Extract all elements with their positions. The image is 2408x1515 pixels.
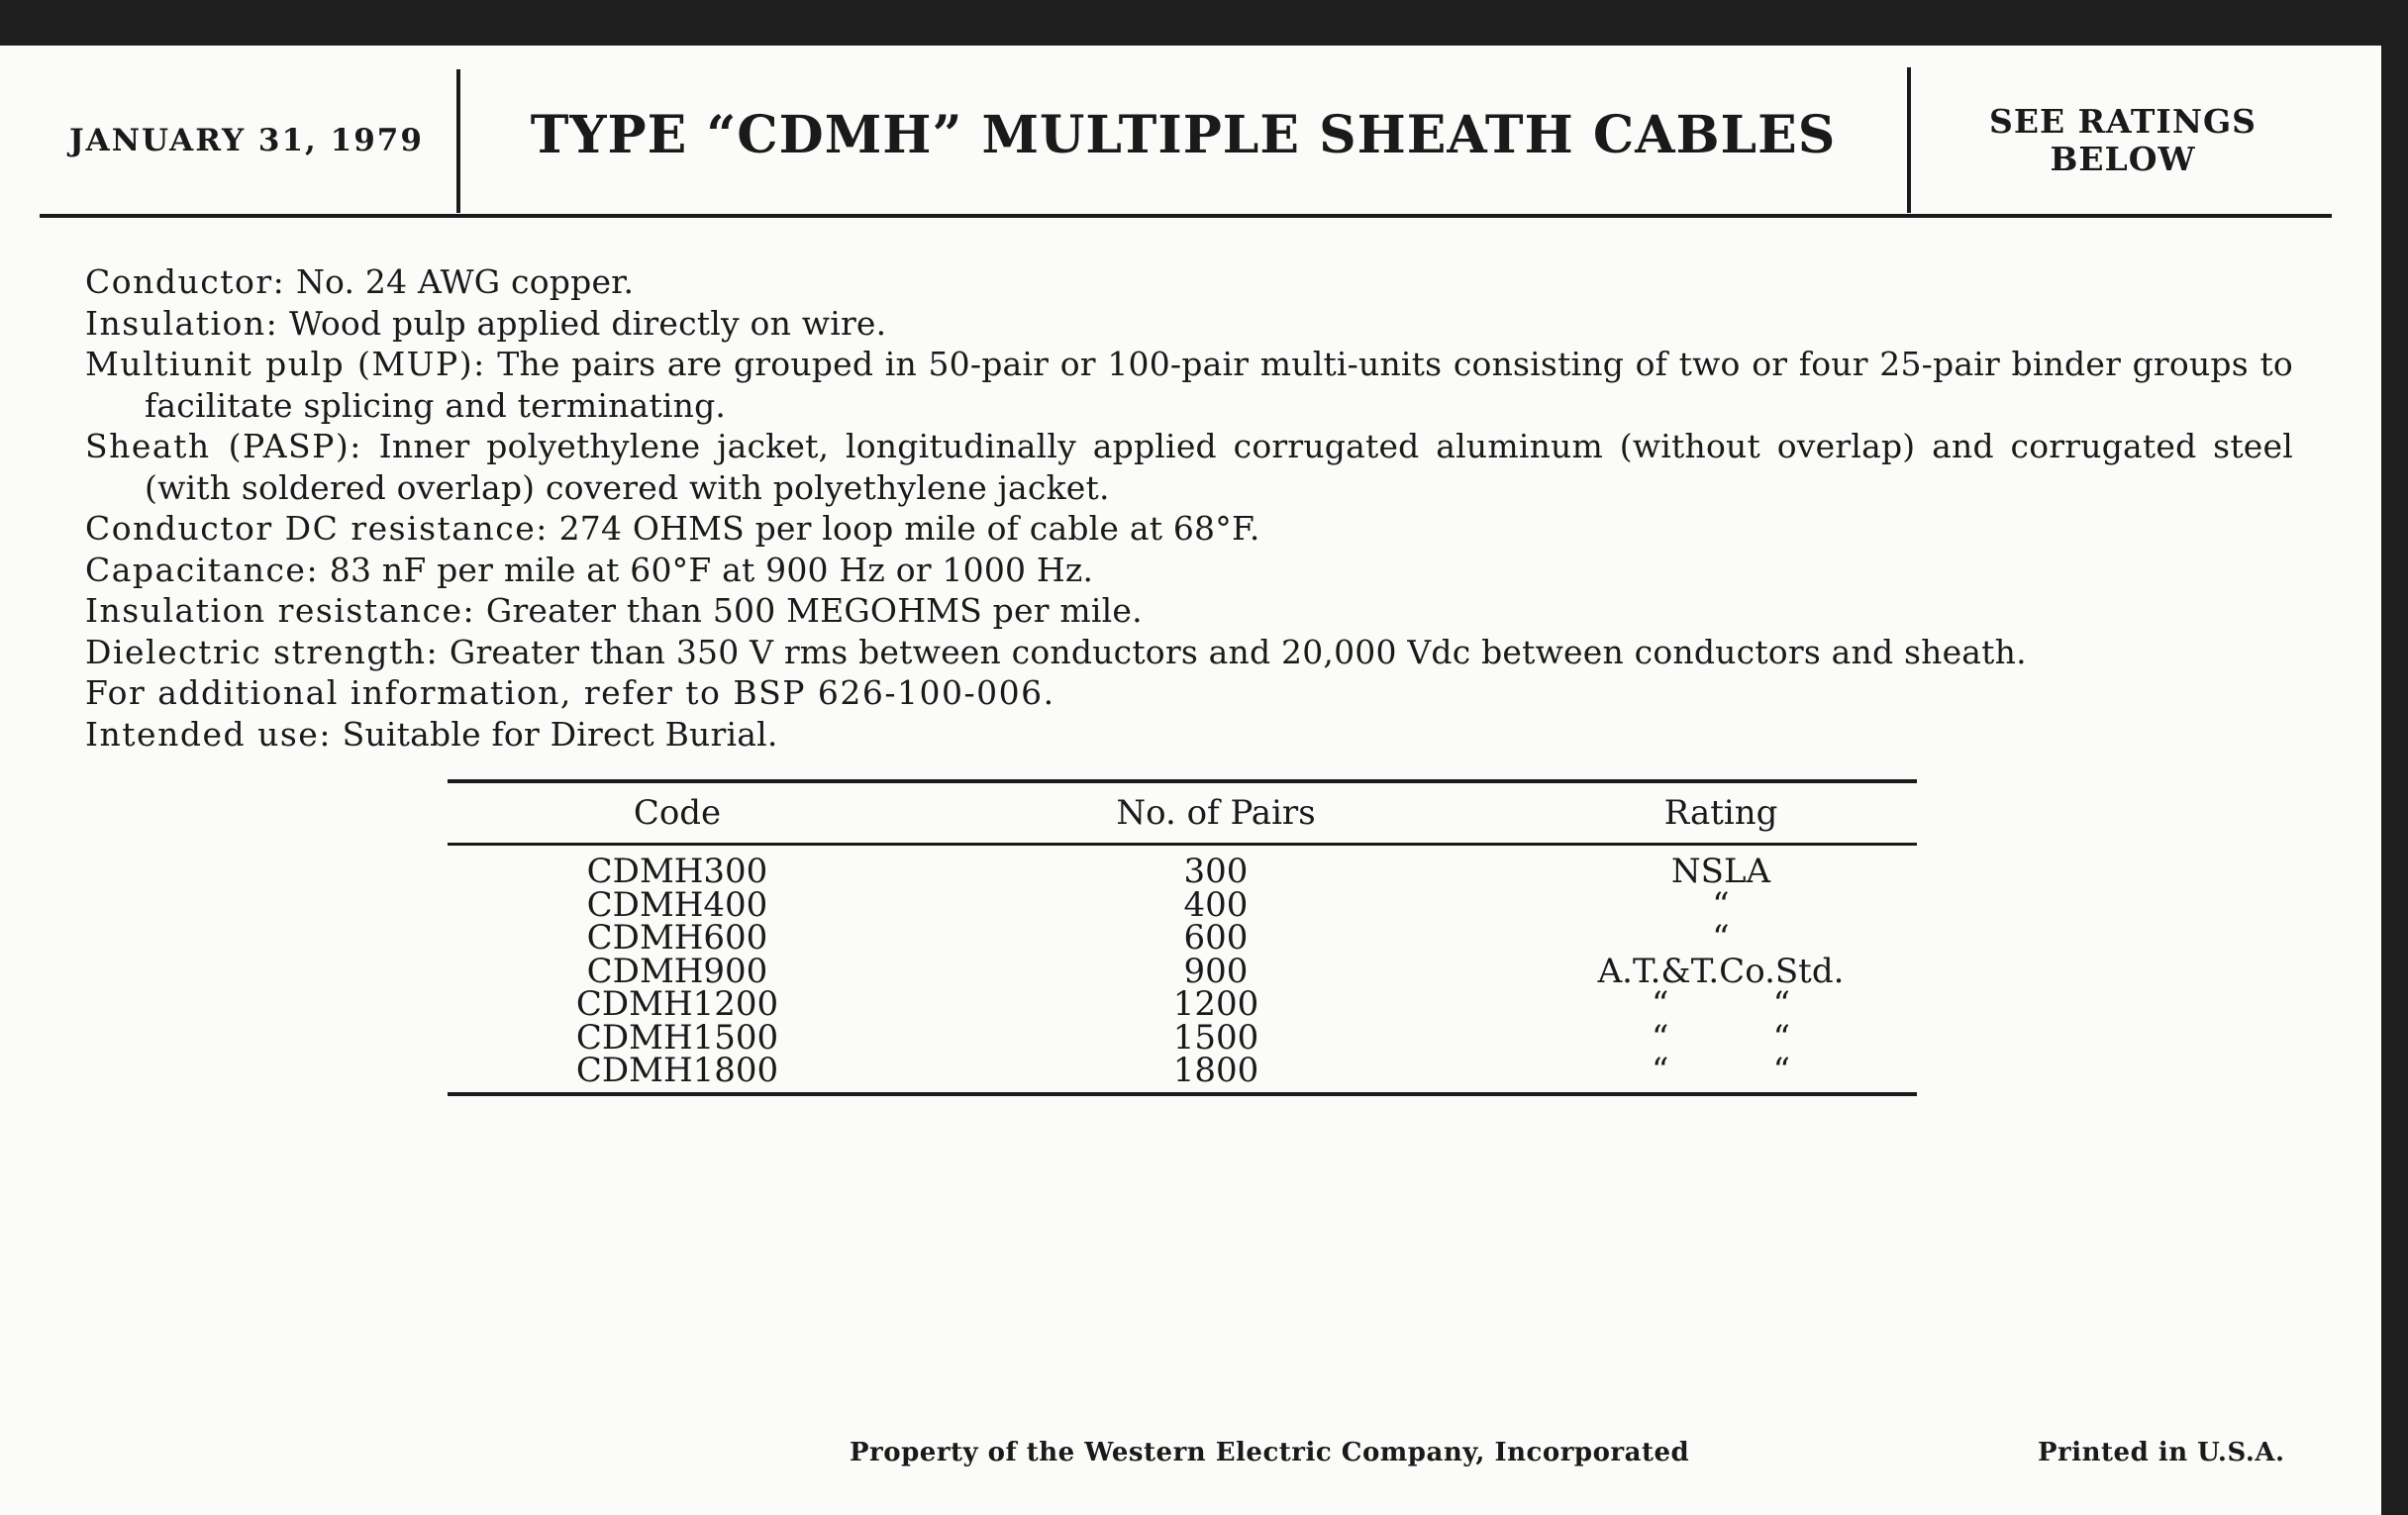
header-date: JANUARY 31, 1979 — [69, 123, 424, 158]
spec-dc-resistance — [85, 508, 2293, 550]
spec-label: Insulation: — [85, 303, 279, 343]
cell-code: CDMH300 — [586, 852, 768, 891]
cell-pairs: 1500 — [1172, 1017, 1259, 1058]
spec-label: Sheath (PASP): — [85, 427, 362, 465]
footer-printed-in: Printed in U.S.A. — [2038, 1438, 2285, 1467]
spec-label: For additional information, refer to BSP 626-100-006. — [85, 673, 1055, 712]
ditto-mark: “ — [1772, 984, 1790, 1024]
spec-value: 83 nF per mile at 60°F at 900 Hz or 1000 Hz. — [329, 550, 1094, 589]
cell-code: CDMH1500 — [575, 1017, 779, 1058]
column-header-code: Code — [633, 793, 722, 833]
spec-card — [0, 46, 2381, 1515]
table-body — [448, 846, 1917, 1092]
cell-rating: NSLA — [1670, 852, 1771, 891]
spec-value: Inner polyethylene jacket, longitudinally applied corrugated aluminum (without overlap) and corrugated steel (with soldered overlap) covered with polyethylene jacket. — [145, 427, 2293, 507]
column-header-pairs: No. of Pairs — [1116, 793, 1316, 833]
spec-intended-use — [85, 714, 2293, 756]
header-divider-left — [456, 69, 460, 213]
ratings-table — [448, 779, 1917, 1096]
column-header-rating: Rating — [1663, 793, 1778, 833]
spec-label: Conductor: — [85, 262, 286, 301]
cell-rating — [1525, 1051, 1917, 1090]
table-row — [448, 884, 1917, 925]
ditto-pair — [1652, 1051, 1790, 1090]
spec-capacitance — [85, 550, 2293, 591]
cell-pairs: 1200 — [1172, 984, 1259, 1024]
footer-property-notice: Property of the Western Electric Company, Incorporated — [850, 1438, 1690, 1467]
cell-code: CDMH400 — [586, 884, 768, 925]
spec-dielectric-strength — [85, 632, 2293, 673]
cell-rating: “ — [1712, 884, 1730, 925]
spec-conductor — [85, 261, 2293, 303]
cell-pairs: 400 — [1183, 884, 1249, 925]
cell-rating — [1525, 1017, 1917, 1058]
cell-code: CDMH1800 — [575, 1051, 779, 1090]
spec-insulation — [85, 303, 2293, 345]
cell-pairs: 900 — [1183, 951, 1249, 991]
table-row — [448, 951, 1917, 991]
spec-value: No. 24 AWG copper. — [295, 262, 635, 301]
header-ratings-note — [1915, 103, 2331, 178]
spec-label: Dielectric strength: — [85, 632, 440, 671]
ditto-mark: “ — [1772, 1051, 1790, 1090]
cell-pairs: 300 — [1183, 852, 1249, 891]
table-bottom-rule — [448, 1092, 1917, 1096]
spec-value: The pairs are grouped in 50-pair or 100-pair multi-units consisting of two or four 25-pair binder groups to facilitate splicing and terminating. — [145, 345, 2293, 425]
spec-label: Intended use: — [85, 714, 332, 754]
cell-rating: “ — [1712, 918, 1730, 958]
spec-sheath — [85, 426, 2293, 508]
cell-rating: A.T.&T.Co.Std. — [1597, 951, 1845, 991]
spec-value: Greater than 500 MEGOHMS per mile. — [485, 591, 1143, 630]
cell-rating — [1525, 984, 1917, 1024]
table-row — [448, 1017, 1917, 1058]
ditto-mark: “ — [1772, 1017, 1790, 1058]
header-ratings-line1: SEE RATINGS — [1988, 102, 2258, 141]
spec-list — [85, 261, 2293, 755]
table-row — [448, 918, 1917, 958]
cell-code: CDMH900 — [586, 951, 768, 991]
header-ratings-line2: BELOW — [2050, 140, 2196, 178]
header-divider-right — [1907, 67, 1911, 213]
table-row — [448, 984, 1917, 1024]
cell-code: CDMH600 — [586, 918, 768, 958]
spec-value: Greater than 350 V rms between conductors and 20,000 Vdc between conductors and sheath. — [449, 632, 2027, 671]
table-header-row — [448, 783, 1917, 843]
spec-value: Suitable for Direct Burial. — [342, 714, 778, 754]
spec-label: Insulation resistance: — [85, 591, 476, 630]
header-rule — [40, 214, 2332, 218]
cell-code: CDMH1200 — [575, 984, 779, 1024]
header-title: TYPE “CDMH” MULTIPLE SHEATH CABLES — [530, 105, 1837, 165]
ditto-pair — [1652, 984, 1790, 1024]
spec-additional-info — [85, 672, 2293, 714]
spec-label: Multiunit pulp (MUP): — [85, 345, 486, 383]
cell-pairs: 1800 — [1172, 1051, 1259, 1090]
cell-pairs: 600 — [1183, 918, 1249, 958]
table-row — [448, 852, 1917, 891]
spec-label: Capacitance: — [85, 550, 320, 589]
ditto-mark: “ — [1652, 984, 1669, 1024]
table-row — [448, 1051, 1917, 1090]
spec-insulation-resistance — [85, 590, 2293, 632]
ditto-mark: “ — [1652, 1017, 1669, 1058]
ditto-mark: “ — [1652, 1051, 1669, 1090]
spec-multiunit-pulp — [85, 344, 2293, 426]
spec-label: Conductor DC resistance: — [85, 509, 549, 548]
ditto-pair — [1652, 1017, 1790, 1058]
spec-value: 274 OHMS per loop mile of cable at 68°F. — [558, 509, 1260, 548]
spec-value: Wood pulp applied directly on wire. — [288, 303, 887, 343]
